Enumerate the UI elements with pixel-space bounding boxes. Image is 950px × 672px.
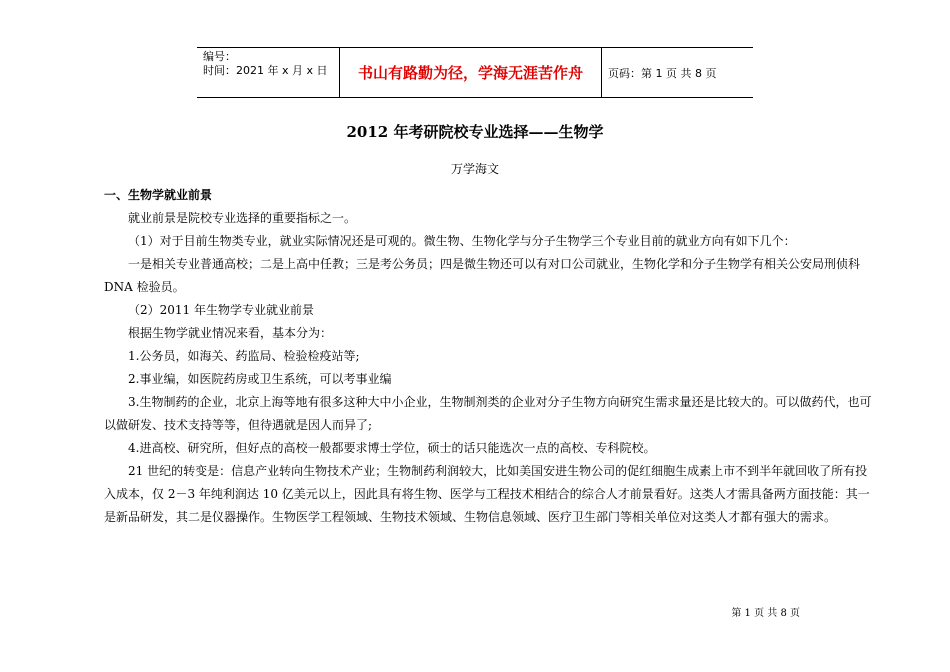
section-heading: 一、生物学就业前景 bbox=[104, 188, 213, 202]
document-author: 万学海文 bbox=[450, 162, 499, 176]
paragraph: 根据生物学就业情况来看，基本分为： bbox=[128, 326, 333, 340]
document-header bbox=[197, 47, 753, 98]
page-footer: 第 1 页 共 8 页 bbox=[731, 608, 800, 619]
number-label: 编号： bbox=[203, 50, 236, 63]
paragraph: 就业前景是院校专业选择的重要指标之一。 bbox=[128, 211, 357, 225]
paragraph: 一是相关专业普通高校；二是上高中任教；三是考公务员；四是微生物还可以有对口公司就业，生物化学和分子生物学有相关公安局刑侦科 DNA 检验员。 bbox=[104, 257, 861, 294]
list-item: 3.生物制药的企业，北京上海等地有很多这种大中小企业，生物制剂类的企业对分子生物方向研究生需求量还是比较大的。可以做药代，也可以做研发、技术支持等等，但待遇就是因人而异了; bbox=[104, 395, 872, 432]
header-motto: 书山有路勤为径，学海无涯苦作舟 bbox=[339, 48, 602, 97]
list-item: 4.进高校、研究所，但好点的高校一般都要求博士学位，硕士的话只能选次一点的高校、专科院校。 bbox=[128, 441, 656, 455]
header-page-info: 页码：第 1 页 共 8 页 bbox=[608, 66, 717, 80]
paragraph: （1）对于目前生物类专业，就业实际情况还是可观的。微生物、生物化学与分子生物学三个专业目前的就业方向有如下几个： bbox=[128, 234, 796, 248]
paragraph: 21 世纪的转变是：信息产业转向生物技术产业；生物制药利润较大，比如美国安进生物公司的促红细胞生成素上市不到半年就回收了所有投入成本，仅 2－3 年纯利润达 10 亿美元以上，因此具有将生物、医学与工程技术相结合的综合人才前景看好。这类人才需具备两方面技能：其一是新品研发，其二是仪器操作。生物医学工程领域、生物技术领域、生物信息领域、医疗卫生部门等相关单位对这类人才都有强大的需求。 bbox=[104, 464, 870, 524]
document-body bbox=[104, 184, 874, 529]
list-item: 2.事业编，如医院药房或卫生系统，可以考事业编 bbox=[128, 372, 392, 386]
paragraph: （2）2011 年生物学专业就业前景 bbox=[128, 303, 314, 317]
document-title: 2012 年考研院校专业选择——生物学 bbox=[346, 123, 604, 141]
list-item: 1.公务员，如海关、药监局、检验检疫站等; bbox=[128, 349, 360, 363]
header-meta bbox=[197, 48, 339, 97]
date-label: 时间：2021 年 x 月 x 日 bbox=[203, 64, 328, 77]
